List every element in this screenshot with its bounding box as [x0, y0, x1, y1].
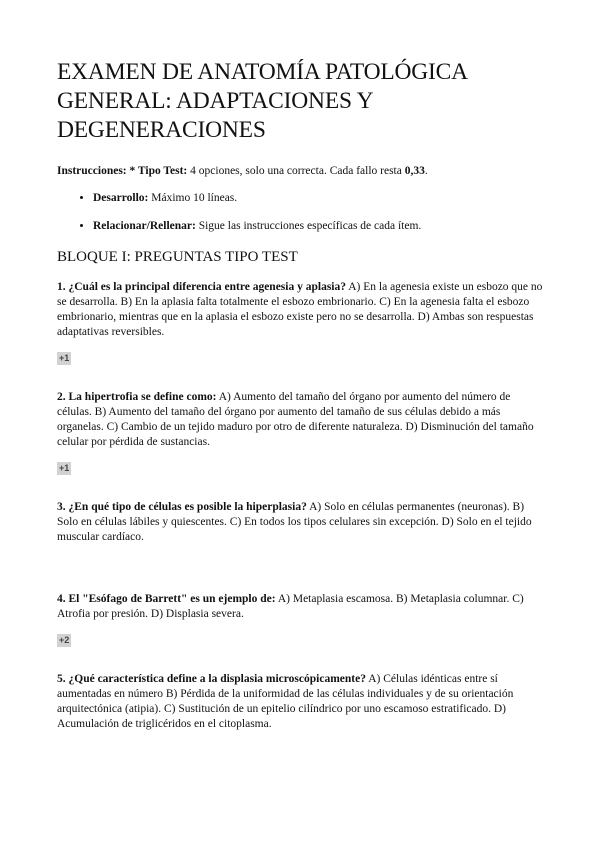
list-item: • Desarrollo: Máximo 10 líneas.: [93, 191, 545, 206]
question-options: A) Células idénticas entre sí aumentadas en número B) Pérdida de la uniformidad de las células individuales y de su orientación arquitectónica (atipia). C) Sustitución de un epitelio cilíndrico por uno escamoso estratificado. D) Acumulación de triglicéridos en el citoplasma.: [57, 673, 514, 730]
question-stem: 5. ¿Qué característica define a la displasia microscópicamente?: [57, 673, 366, 685]
instructions-label: Instrucciones:: [57, 165, 127, 177]
question-4: [57, 592, 545, 622]
question-options: A) En la agenesia existe un esbozo que no se desarrolla. B) En la aplasia falta totalmente el esbozo embrionario. C) En la agenesia falta el esbozo embrionario, mientras que en la aplasia el esbozo existe pero no se desarrolla. D) Ambas son respuestas adaptativas reversibles.: [57, 281, 543, 338]
points-badge: +2: [59, 635, 70, 645]
question-1: [57, 280, 545, 340]
document-page: [57, 58, 545, 732]
penalty-value: 0,33: [404, 165, 425, 177]
points-badge: +1: [59, 353, 70, 363]
question-5: [57, 672, 545, 732]
points-badge: +1: [59, 463, 70, 473]
question-2: [57, 390, 545, 450]
question-options: A) Solo en células permanentes (neuronas). B) Solo en células lábiles y quiescentes. C) En todos los tipos celulares sin excepción. D) Solo en el tejido muscular cardíaco.: [57, 501, 532, 543]
question-stem: 3. ¿En qué tipo de células es posible la hiperplasia?: [57, 501, 307, 513]
question-3: [57, 500, 545, 545]
question-options: A) Aumento del tamaño del órgano por aumento del número de células. B) Aumento del tamaño del órgano por aumento del tamaño de sus células debido a más organelas. C) Cambio de un tejido maduro por otro de diferente naturaleza. D) Disminución del tamaño celular por pérdida de sustancias.: [57, 391, 534, 448]
question-options: A) Metaplasia escamosa. B) Metaplasia columnar. C) Atrofia por presión. D) Displasia severa.: [57, 593, 524, 620]
question-stem: 2. La hipertrofia se define como:: [57, 391, 217, 403]
test-type-label: * Tipo Test:: [126, 165, 188, 177]
page-title: EXAMEN DE ANATOMÍA PATOLÓGICA GENERAL: ADAPTACIONES Y DEGENERACIONES: [57, 59, 467, 143]
list-item: • Relacionar/Rellenar: Sigue las instrucciones específicas de cada ítem.: [93, 219, 545, 234]
question-stem: 4. El "Esófago de Barrett" es un ejemplo de:: [57, 593, 276, 605]
instruction-list: [57, 191, 545, 234]
section-title: BLOQUE I: PREGUNTAS TIPO TEST: [57, 249, 298, 265]
question-stem: 1. ¿Cuál es la principal diferencia entre agenesia y aplasia?: [57, 281, 346, 293]
instructions: Instrucciones: * Tipo Test: 4 opciones, solo una correcta. Cada fallo resta 0,33.: [57, 165, 428, 177]
test-type-text: 4 opciones, solo una correcta. Cada fallo resta: [187, 165, 405, 177]
